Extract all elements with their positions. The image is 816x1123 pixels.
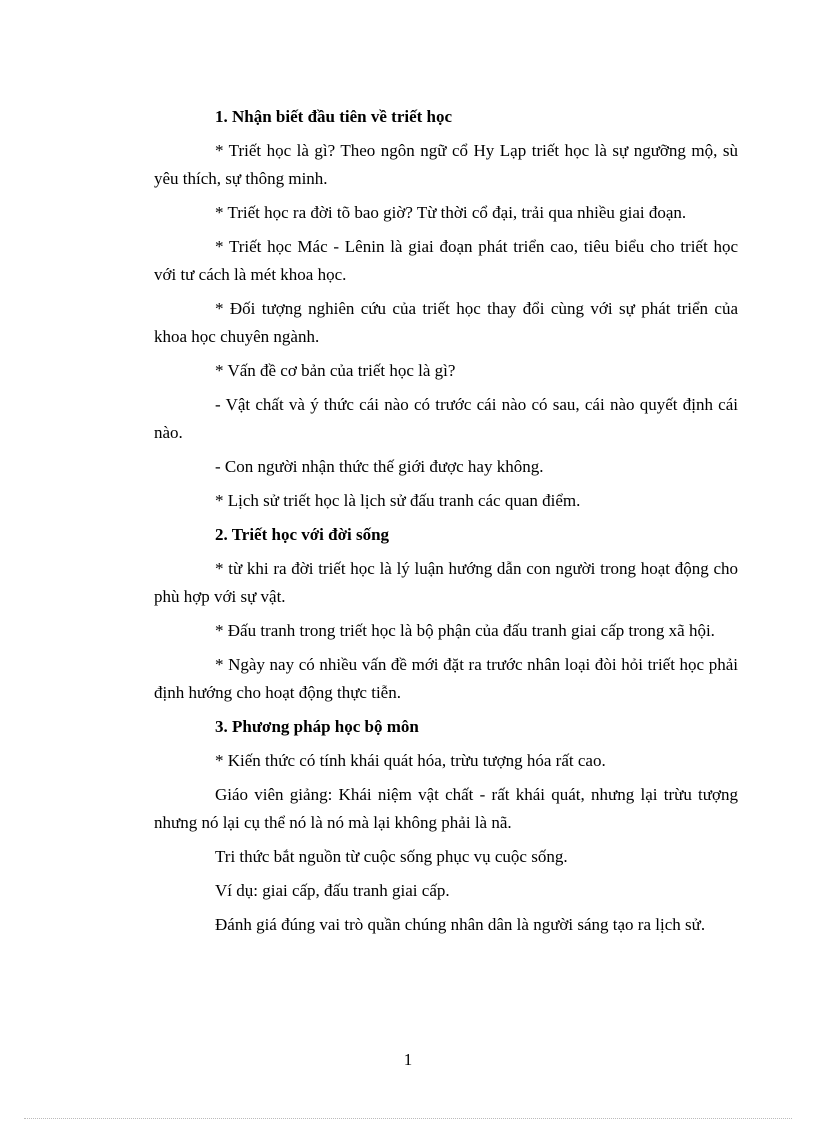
paragraph: * Đối tượng nghiên cứu của triết học thay đổi cùng với sự phát triển của khoa học chuyên ngành.: [154, 299, 738, 346]
paragraph: Ví dụ: giai cấp, đấu tranh giai cấp.: [215, 881, 450, 900]
paragraph: * Vấn đề cơ bản của triết học là gì?: [215, 361, 456, 380]
section-heading-1: 1. Nhận biết đầu tiên về triết học: [215, 107, 453, 126]
paragraph: Giáo viên giảng: Khái niệm vật chất - rất khái quát, nhưng lại trừu tượng nhưng nó lại cụ thể nó là nó mà lại không phải là nã.: [154, 785, 738, 832]
paragraph: * Đấu tranh trong triết học là bộ phận của đấu tranh giai cấp trong xã hội.: [215, 621, 715, 640]
paragraph: * Triết học Mác - Lênin là giai đoạn phát triển cao, tiêu biểu cho triết học với tư cách là mét khoa học.: [154, 237, 738, 284]
paragraph: - Vật chất và ý thức cái nào có trước cái nào có sau, cái nào quyết định cái nào.: [154, 395, 738, 442]
paragraph: * từ khi ra đời triết học là lý luận hướng dẫn con người trong hoạt động cho phù hợp với sự vật.: [154, 559, 738, 606]
section-heading-2: 2. Triết học với đời sống: [215, 525, 390, 544]
paragraph: Đánh giá đúng vai trò quần chúng nhân dân là người sáng tạo ra lịch sử.: [215, 915, 706, 934]
paragraph: * Triết học là gì? Theo ngôn ngữ cổ Hy Lạp triết học là sự ngưỡng mộ, sù yêu thích, sự thông minh.: [154, 141, 738, 188]
page-bottom-divider: [24, 1118, 792, 1119]
paragraph: Tri thức bắt nguồn từ cuộc sống phục vụ cuộc sống.: [215, 847, 568, 866]
document-body: [154, 103, 738, 945]
paragraph: * Ngày nay có nhiều vấn đề mới đặt ra trước nhân loại đòi hỏi triết học phải định hướng cho hoạt động thực tiễn.: [154, 655, 738, 702]
page-number: 1: [403, 1050, 413, 1069]
paragraph: * Kiến thức có tính khái quát hóa, trừu tượng hóa rất cao.: [215, 751, 606, 770]
section-heading-3: 3. Phương pháp học bộ môn: [215, 717, 419, 736]
paragraph: * Lịch sử triết học là lịch sử đấu tranh các quan điểm.: [215, 491, 581, 510]
paragraph: * Triết học ra đời tõ bao giờ? Từ thời cổ đại, trải qua nhiều giai đoạn.: [215, 203, 687, 222]
paragraph: - Con người nhận thức thế giới được hay không.: [215, 457, 544, 476]
